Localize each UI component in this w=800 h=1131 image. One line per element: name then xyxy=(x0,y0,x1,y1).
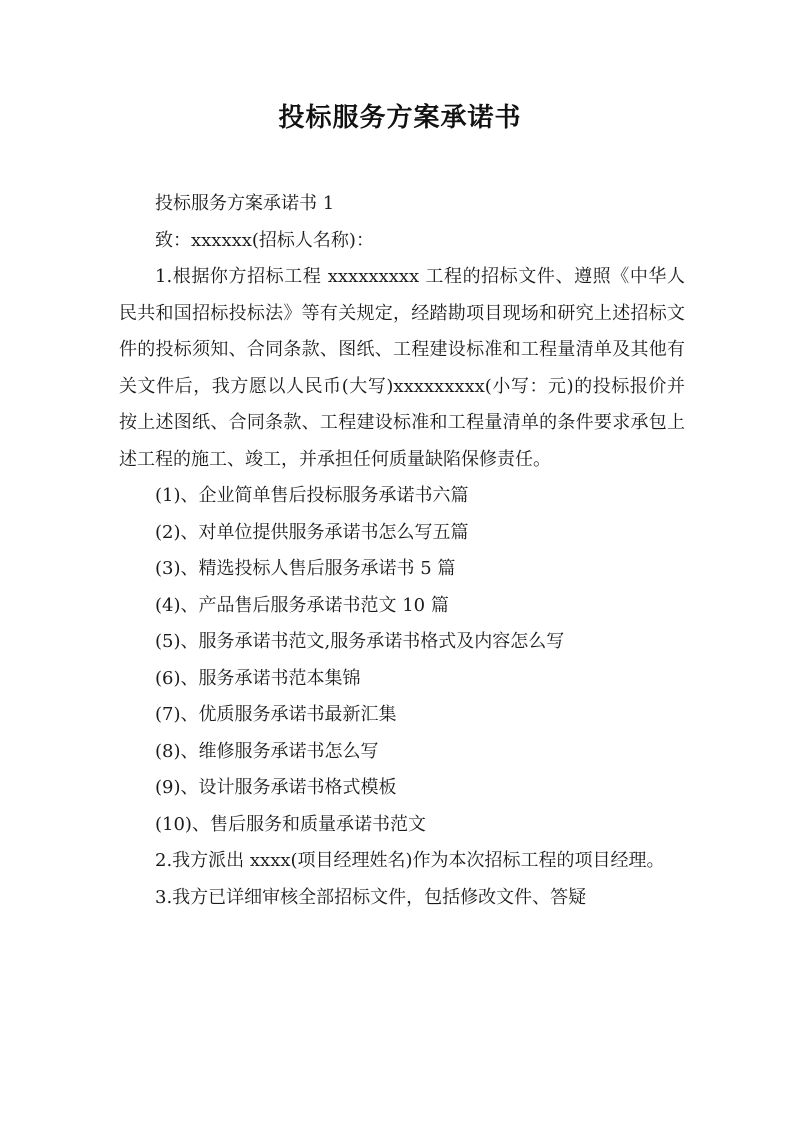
document-title: 投标服务方案承诺书 xyxy=(278,103,522,133)
paragraph-2: 2.我方派出 xxxx(项目经理姓名)作为本次招标工程的项目经理。 xyxy=(155,850,665,871)
list-item[interactable]: (6)、服务承诺书范本集锦 xyxy=(155,667,361,689)
list-item[interactable]: (1)、企业简单售后投标服务承诺书六篇 xyxy=(155,485,469,506)
document-subtitle: 投标服务方案承诺书 1 xyxy=(155,193,335,214)
list-item[interactable]: (2)、对单位提供服务承诺书怎么写五篇 xyxy=(155,521,469,543)
list-item[interactable]: (4)、产品售后服务承诺书范文 10 篇 xyxy=(155,594,449,616)
document-body xyxy=(119,186,685,916)
paragraph-3: 3.我方已详细审核全部招标文件，包括修改文件、答疑 xyxy=(155,886,587,908)
paragraph-1: 1.根据你方招标工程 xxxxxxxxx 工程的招标文件、遵照《中华人民共和国招标投标法》等有关规定，经踏勘项目现场和研究上述招标文件的投标须知、合同条款、图纸、工程建设标准和工程量清单及其他有关文件后，我方愿以人民币(大写)xxxxxxxxx(小写：元)的投标报价并按上述图纸、合同条款、工程建设标准和工程量清单的条件要求承包上述工程的施工、竣工，并承担任何质量缺陷保修责任。 xyxy=(119,266,685,470)
list-item[interactable]: (7)、优质服务承诺书最新汇集 xyxy=(155,704,397,725)
list-item[interactable]: (9)、设计服务承诺书格式模板 xyxy=(155,777,397,798)
list-item[interactable]: (3)、精选投标人售后服务承诺书 5 篇 xyxy=(155,558,456,579)
salutation: 致：xxxxxx(招标人名称)： xyxy=(155,229,374,251)
list-item[interactable]: (5)、服务承诺书范文,服务承诺书格式及内容怎么写 xyxy=(155,631,565,652)
list-item[interactable]: (10)、售后服务和质量承诺书范文 xyxy=(155,813,426,835)
related-articles-list xyxy=(119,478,685,843)
list-item[interactable]: (8)、维修服务承诺书怎么写 xyxy=(155,740,379,762)
